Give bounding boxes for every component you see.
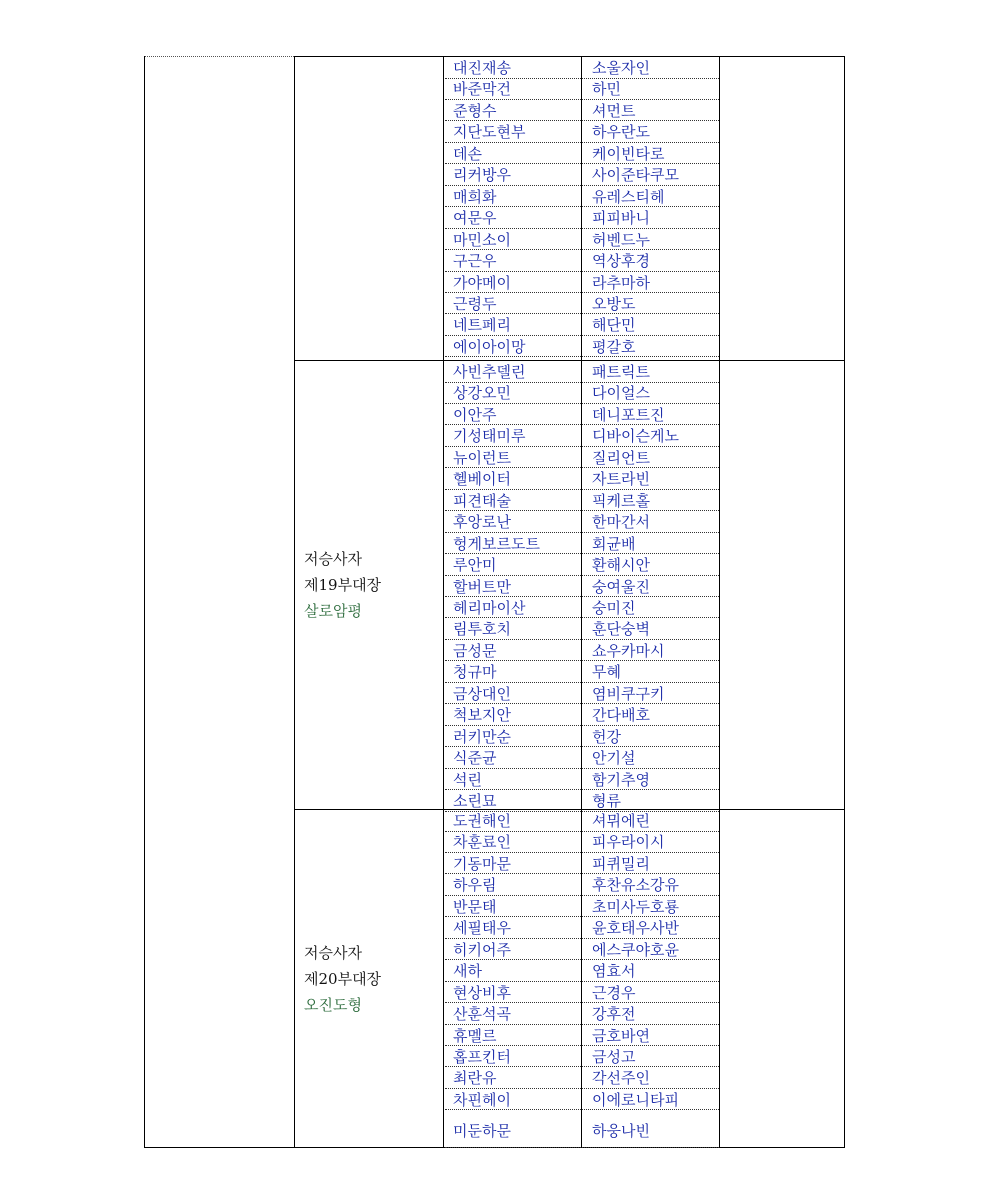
name-cell-left: 금상대인 xyxy=(453,684,511,703)
name-cell-left: 에이아이망 xyxy=(453,337,526,356)
name-cell-left: 소린묘 xyxy=(453,792,497,810)
name-cell-right: 질리언트 xyxy=(592,448,650,467)
name-row xyxy=(445,726,719,748)
name-cell-right: 초미사두호룡 xyxy=(592,897,679,916)
unit-label xyxy=(304,940,381,1018)
name-cell-left: 차훈료인 xyxy=(453,833,511,852)
name-cell-right: 유레스티헤 xyxy=(592,187,665,206)
name-cell-left: 식준균 xyxy=(453,749,497,768)
column-divider xyxy=(443,57,444,360)
name-cell-left: 기성태미루 xyxy=(453,427,526,446)
name-cell-right: 소울자인 xyxy=(592,59,650,77)
name-cell-right: 무혜 xyxy=(592,663,621,682)
column-divider xyxy=(719,57,720,360)
column-divider xyxy=(719,810,720,1147)
name-row xyxy=(445,293,719,315)
name-cell-left: 미둔하문 xyxy=(453,1122,511,1141)
group-19th-unit xyxy=(294,360,845,809)
name-cell-right: 에스쿠야호윤 xyxy=(592,940,679,959)
name-cell-right: 셔뮈에린 xyxy=(592,812,650,830)
name-cell-left: 새하 xyxy=(453,962,482,981)
name-cell-right: 한마간서 xyxy=(592,513,650,532)
name-row xyxy=(445,554,719,576)
name-cell-left: 청규마 xyxy=(453,663,497,682)
name-row xyxy=(445,78,719,100)
name-cell-left: 루안미 xyxy=(453,556,497,575)
name-cell-left: 바준막건 xyxy=(453,80,511,99)
name-cell-left: 피견태술 xyxy=(453,491,511,510)
name-cell-right: 셔먼트 xyxy=(592,101,636,120)
name-cell-right: 숭여울진 xyxy=(592,577,650,596)
name-cell-right: 회균배 xyxy=(592,534,636,553)
name-cell-right: 이에로니타피 xyxy=(592,1090,679,1109)
name-cell-left: 뉴이런트 xyxy=(453,448,511,467)
name-cell-left: 여문우 xyxy=(453,209,497,228)
unit-leader-name: 살로암평 xyxy=(304,602,362,620)
column-divider xyxy=(443,361,444,809)
name-cell-right: 피퀴밀리 xyxy=(592,854,650,873)
name-cell-left: 매희화 xyxy=(453,187,497,206)
name-cell-right: 하민 xyxy=(592,80,621,99)
name-row xyxy=(445,1003,719,1025)
name-cell-left: 후앙로난 xyxy=(453,513,511,532)
name-cell-right: 하웅나빈 xyxy=(592,1122,650,1141)
name-cell-left: 근령두 xyxy=(453,294,497,313)
name-cell-right: 쇼우카마시 xyxy=(592,641,665,660)
name-cell-right: 사이준타쿠모 xyxy=(592,166,679,185)
unit-number: 제19부대장 xyxy=(304,576,382,594)
group-20th-unit xyxy=(294,809,845,1148)
name-cell-right: 해단민 xyxy=(592,316,636,335)
name-cell-left: 홉프킨터 xyxy=(453,1047,511,1066)
name-cell-left: 반문태 xyxy=(453,897,497,916)
name-row xyxy=(445,853,719,875)
name-cell-left: 할버트만 xyxy=(453,577,511,596)
name-row xyxy=(445,361,719,383)
name-cell-left: 현상비후 xyxy=(453,983,511,1002)
name-row xyxy=(445,490,719,512)
name-cell-right: 형류 xyxy=(592,792,621,810)
name-cell-right: 피피바니 xyxy=(592,209,650,228)
name-cell-left: 헤리마이산 xyxy=(453,598,526,617)
name-row xyxy=(445,229,719,251)
name-cell-right: 케이빈타로 xyxy=(592,144,665,163)
group-label-cell xyxy=(295,361,443,809)
name-row xyxy=(445,447,719,469)
name-row xyxy=(445,683,719,705)
name-cell-left: 기동마문 xyxy=(453,854,511,873)
name-cell-right: 훈단숭벽 xyxy=(592,620,650,639)
name-row xyxy=(445,425,719,447)
unit-leader-name: 오진도형 xyxy=(304,995,362,1014)
name-row xyxy=(445,576,719,598)
name-cell-right: 피우라이시 xyxy=(592,833,665,852)
name-cell-right: 근경우 xyxy=(592,983,636,1002)
name-cell-left: 림투호치 xyxy=(453,620,511,639)
name-cell-left: 휴멜르 xyxy=(453,1026,497,1045)
name-cell-left: 사빈추델린 xyxy=(453,363,526,381)
name-cell-right: 다이얼스 xyxy=(592,384,650,403)
name-cell-right: 염효서 xyxy=(592,962,636,981)
name-row xyxy=(445,314,719,336)
name-row xyxy=(445,164,719,186)
name-row xyxy=(445,272,719,294)
name-row xyxy=(445,186,719,208)
name-cell-left: 하우림 xyxy=(453,876,497,895)
group-continued xyxy=(294,56,845,360)
column-divider xyxy=(719,361,720,809)
name-cell-left: 헝게보르도트 xyxy=(453,534,540,553)
unit-title: 저승사자 xyxy=(304,550,362,568)
name-row xyxy=(445,960,719,982)
name-cell-left: 차핀헤이 xyxy=(453,1090,511,1109)
name-cell-right: 평갈호 xyxy=(592,337,636,356)
name-cell-right: 숭미진 xyxy=(592,598,636,617)
name-cell-left: 이안주 xyxy=(453,405,497,424)
name-row xyxy=(445,1046,719,1068)
name-row xyxy=(445,640,719,662)
name-cell-left: 구근우 xyxy=(453,252,497,271)
name-cell-right: 후찬유소강유 xyxy=(592,876,679,895)
name-row xyxy=(445,769,719,791)
name-cell-left: 가야메이 xyxy=(453,273,511,292)
name-row xyxy=(445,874,719,896)
unit-title: 저승사자 xyxy=(304,943,362,962)
name-cell-right: 자트라빈 xyxy=(592,470,650,489)
name-cell-left: 산훈석곡 xyxy=(453,1005,511,1024)
name-row xyxy=(445,511,719,533)
name-cell-left: 세필태우 xyxy=(453,919,511,938)
name-cell-right: 금호바연 xyxy=(592,1026,650,1045)
name-cell-right: 오방도 xyxy=(592,294,636,313)
name-row xyxy=(445,533,719,555)
name-cell-right: 역상후경 xyxy=(592,252,650,271)
group-label-cell xyxy=(295,810,443,1147)
name-cell-right: 디바이슨게노 xyxy=(592,427,679,446)
name-row xyxy=(445,336,719,358)
name-row xyxy=(445,143,719,165)
name-row xyxy=(445,1110,719,1148)
name-cell-right: 픽케르홀 xyxy=(592,491,650,510)
name-cell-left: 상강오민 xyxy=(453,384,511,403)
name-cell-left: 척보지안 xyxy=(453,706,511,725)
name-cell-left: 헬베이터 xyxy=(453,470,511,489)
name-cell-left: 러키만순 xyxy=(453,727,511,746)
name-row xyxy=(445,747,719,769)
name-row xyxy=(445,597,719,619)
name-cell-left: 히키어주 xyxy=(453,940,511,959)
unit-number: 제20부대장 xyxy=(304,969,382,988)
name-row xyxy=(445,57,719,79)
name-cell-right: 강후전 xyxy=(592,1005,636,1024)
name-cell-left: 리커방우 xyxy=(453,166,511,185)
name-row xyxy=(445,382,719,404)
name-cell-right: 헌강 xyxy=(592,727,621,746)
name-row xyxy=(445,250,719,272)
name-row xyxy=(445,1067,719,1089)
name-cell-right: 안기설 xyxy=(592,749,636,768)
name-row xyxy=(445,661,719,683)
name-row xyxy=(445,917,719,939)
name-cell-right: 허벤드누 xyxy=(592,230,650,249)
name-cell-left: 석린 xyxy=(453,770,482,789)
name-row xyxy=(445,896,719,918)
column-divider xyxy=(443,810,444,1147)
name-cell-right: 데니포트진 xyxy=(592,405,665,424)
name-cell-left: 네트페리 xyxy=(453,316,511,335)
name-cell-right: 각선주인 xyxy=(592,1069,650,1088)
name-row xyxy=(445,100,719,122)
name-cell-right: 라추마하 xyxy=(592,273,650,292)
name-cell-left: 데손 xyxy=(453,144,482,163)
name-row xyxy=(445,1025,719,1047)
name-row xyxy=(445,121,719,143)
name-row xyxy=(445,404,719,426)
name-row xyxy=(445,618,719,640)
name-row xyxy=(445,982,719,1004)
name-cell-right: 윤호태우사반 xyxy=(592,919,679,938)
name-cell-left: 지단도현부 xyxy=(453,123,526,142)
name-row xyxy=(445,939,719,961)
name-cell-right: 금성고 xyxy=(592,1047,636,1066)
name-cell-right: 함기추영 xyxy=(592,770,650,789)
name-row xyxy=(445,468,719,490)
name-cell-right: 패트릭트 xyxy=(592,363,650,381)
name-cell-right: 간다배호 xyxy=(592,706,650,725)
name-cell-right: 하우란도 xyxy=(592,123,650,142)
name-row xyxy=(445,810,719,832)
name-row xyxy=(445,207,719,229)
group-label-cell xyxy=(295,57,443,360)
name-cell-left: 금성문 xyxy=(453,641,497,660)
name-cell-right: 염비쿠구키 xyxy=(592,684,665,703)
unit-label xyxy=(304,546,381,624)
name-row xyxy=(445,1089,719,1111)
name-cell-left: 대진재송 xyxy=(453,59,511,77)
name-cell-left: 도권해인 xyxy=(453,812,511,830)
name-cell-left: 준형수 xyxy=(453,101,497,120)
name-cell-left: 마민소이 xyxy=(453,230,511,249)
empty-first-column xyxy=(144,56,294,1148)
name-cell-left: 최란유 xyxy=(453,1069,497,1088)
name-row xyxy=(445,704,719,726)
name-cell-right: 환해시안 xyxy=(592,556,650,575)
name-row xyxy=(445,831,719,853)
